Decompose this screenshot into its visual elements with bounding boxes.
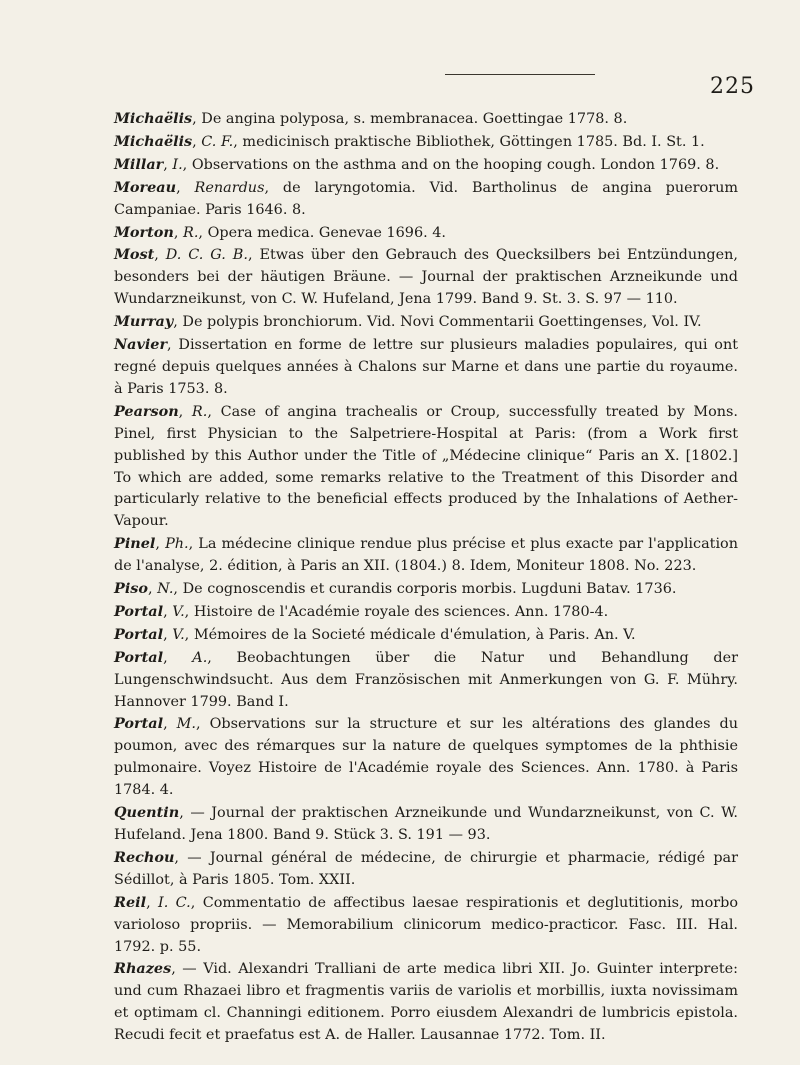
entry-text: de laryngotomia. Vid. Bartholinus de angina puerorum Campaniae. Paris 1646. 8. <box>114 179 739 218</box>
entry-text: Mémoires de la Societé médicale d'émulation, à Paris. An. V. <box>193 626 636 643</box>
author-initials: V. <box>172 603 185 620</box>
bibliography-entry: Piso, N., De cognoscendis et curandis corporis morbis. Lugduni Batav. 1736. <box>114 580 677 598</box>
bibliography-entries <box>114 108 738 1047</box>
entry-text: De angina polyposa, s. membranacea. Goettingae 1778. 8. <box>201 111 628 127</box>
bibliography-entry: Portal, A., Beobachtungen über die Natur und Behandlung der Lungenschwindsucht. Aus dem Französischen mit Anmerkungen von G. F. Mühry. Hannover 1799. Band I. <box>114 648 739 710</box>
bibliography-entry: Reil, I. C., Commentatio de affectibus laesae respirationis et deglutitionis, morbo varioloso propriis. — Memorabilium clinicorum medico-practicor. Fasc. III. Hal. 1792. p. 55. <box>114 893 738 955</box>
author-initials: Ph. <box>165 536 189 553</box>
bibliography-entry: Rhazes, — Vid. Alexandri Tralliani de arte medica libri XII. Jo. Guinter interprete: und cum Rhazaei libro et fragmentis variis de variolis et morbillis, iuxta novissimam et optimam cl. Channingi editionem. Porro eiusdem Alexandri de lumbricis epistola. Recudi fecit et praefatus est A. de Haller. Lausannae 1772. Tom. II. <box>114 960 739 1044</box>
author-initials: M. <box>176 716 196 733</box>
entry-text: De polypis bronchiorum. Vid. Novi Commentarii Goettingenses, Vol. IV. <box>182 314 702 331</box>
bibliography-entry: Pearson, R., Case of angina trachealis or Croup, successfully treated by Mons. Pinel, first Physician to the Salpetriere-Hospital at Paris: (from a Work first published by this Author under the Title of „Médecine clinique“ Paris an X. [1802.] To which are added, some remarks relative to the Treatment of this Disorder and particularly relative to the beneficial effects produced by the Inhalations of Aether-Vapour. <box>114 402 739 530</box>
author-surname: Pinel <box>114 535 156 553</box>
author-surname: Moreau <box>114 178 177 196</box>
author-surname: Navier <box>114 336 168 354</box>
bibliography-entry: Michaëlis, De angina polyposa, s. membranacea. Goettingae 1778. 8. <box>114 110 628 127</box>
author-initials: A. <box>192 649 208 666</box>
bibliography-entry: Moreau, Renardus, de laryngotomia. Vid. Bartholinus de angina puerorum Campaniae. Paris 1646. 8. <box>114 178 739 218</box>
entry-text: Beobachtungen über die Natur und Behandlung der Lungenschwindsucht. Aus dem Französischen mit Anmerkungen von G. F. Mühry. Hannover 1799. Band I. <box>114 649 739 710</box>
author-initials: C. F. <box>201 133 234 150</box>
author-surname: Michaëlis <box>114 110 193 127</box>
entry-text: La médecine clinique rendue plus précise et plus exacte par l'application de l'analyse, 2. édition, à Paris an XII. (1804.) 8. Idem, Moniteur 1808. No. 223. <box>114 536 738 575</box>
author-surname: Rhazes <box>114 960 172 978</box>
entry-text: Observations on the asthma and on the hooping cough. London 1769. 8. <box>191 156 720 173</box>
entry-text: — Journal général de médecine, de chirurgie et pharmacie, rédigé par Sédillot, à Paris 1805. Tom. XXII. <box>114 849 738 888</box>
entry-text: Histoire de l'Académie royale des sciences. Ann. 1780-4. <box>193 603 609 620</box>
bibliography-entry: Portal, V., Mémoires de la Societé médicale d'émulation, à Paris. An. V. <box>114 625 636 643</box>
bibliography-entry: Michaëlis, C. F., medicinisch praktische Bibliothek, Göttingen 1785. Bd. I. St. 1. <box>114 132 705 150</box>
bibliography-entry: Murray, De polypis bronchiorum. Vid. Novi Commentarii Goettingenses, Vol. IV. <box>114 313 702 331</box>
entry-text: — Vid. Alexandri Tralliani de arte medica libri XII. Jo. Guinter interprete: und cum Rhazaei libro et fragmentis variis de variolis et morbillis, iuxta novissimam et optimam cl. Channingi editionem. Porro eiusdem Alexandri de lumbricis epistola. Recudi fecit et praefatus est A. de Haller. Lausannae 1772. Tom. II. <box>114 961 739 1044</box>
author-initials: I. C. <box>158 894 191 911</box>
bibliography-entry: Most, D. C. G. B., Etwas über den Gebrauch des Quecksilbers bei Entzündungen, besonders bei der häutigen Bräune. — Journal der praktischen Arzneikunde und Wundarzneikunst, von C. W. Hufeland, Jena 1799. Band 9. St. 3. S. 97 — 110. <box>114 246 738 308</box>
author-surname: Morton <box>114 223 174 241</box>
entry-text: — Journal der praktischen Arzneikunde und Wundarzneikunst, von C. W. Hufeland. Jena 1800. Band 9. Stück 3. S. 191 — 93. <box>114 805 738 843</box>
entry-text: De cognoscendis et curandis corporis morbis. Lugduni Batav. 1736. <box>182 581 677 598</box>
page-number: 225 <box>710 74 755 99</box>
author-surname: Murray <box>114 313 174 331</box>
entry-text: Observations sur la structure et sur les altérations des glandes du poumon, avec des rémarques sur la nature de quelques symptomes de la phthisie pulmonaire. Voyez Histoire de l'Académie royale des Sciences. Ann. 1780. à Paris 1784. 4. <box>114 716 738 799</box>
author-initials: R. <box>182 224 199 241</box>
top-rule <box>445 74 595 75</box>
bibliography-entry: Navier, Dissertation en forme de lettre sur plusieurs maladies populaires, qui ont regné depuis quelques années à Chalons sur Marne et dans une partie du royaume. à Paris 1753. 8. <box>114 336 739 397</box>
entry-text: Case of angina trachealis or Croup, successfully treated by Mons. Pinel, first Physician to the Salpetriere-Hospital at Paris: (from a Work first published by this Author under the Title of „Médecine clinique“ Paris an X. [1802.] To which are added, some remarks relative to the Treatment of this Disorder and particularly relative to the beneficial effects produced by the Inhalations of Aether-Vapour. <box>114 403 739 530</box>
author-initials: N. <box>157 581 174 598</box>
entry-text: medicinisch praktische Bibliothek, Göttingen 1785. Bd. I. St. 1. <box>242 133 705 150</box>
bibliography-entry: Millar, I., Observations on the asthma and on the hooping cough. London 1769. 8. <box>114 155 720 173</box>
author-surname: Pearson <box>114 402 179 420</box>
author-surname: Rechou <box>114 848 175 866</box>
author-initials: D. C. G. B. <box>165 247 248 264</box>
entry-text: Commentatio de affectibus laesae respirationis et deglutitionis, morbo varioloso propriis. — Memorabilium clinicorum medico-practicor. Fasc. III. Hal. 1792. p. 55. <box>114 894 738 955</box>
author-surname: Portal <box>114 715 164 733</box>
author-surname: Most <box>114 246 155 264</box>
bibliography-entry: Pinel, Ph., La médecine clinique rendue plus précise et plus exacte par l'application de l'analyse, 2. édition, à Paris an XII. (1804.) 8. Idem, Moniteur 1808. No. 223. <box>114 535 738 575</box>
author-surname: Portal <box>114 625 164 643</box>
author-surname: Quentin <box>114 804 180 822</box>
author-initials: Renardus <box>194 179 265 196</box>
bibliography-entry: Rechou, — Journal général de médecine, de chirurgie et pharmacie, rédigé par Sédillot, à Paris 1805. Tom. XXII. <box>114 848 738 888</box>
author-surname: Reil <box>114 893 147 911</box>
bibliography-entry: Morton, R., Opera medica. Genevae 1696. 4. <box>114 223 446 241</box>
bibliography-entry: Quentin, — Journal der praktischen Arzneikunde und Wundarzneikunst, von C. W. Hufeland. Jena 1800. Band 9. Stück 3. S. 191 — 93. <box>114 804 738 843</box>
author-surname: Portal <box>114 602 164 620</box>
entry-text: Dissertation en forme de lettre sur plusieurs maladies populaires, qui ont regné depuis quelques années à Chalons sur Marne et dans une partie du royaume. à Paris 1753. 8. <box>114 337 739 397</box>
author-initials: I. <box>172 156 183 173</box>
author-surname: Michaëlis <box>114 132 193 150</box>
entry-text: Etwas über den Gebrauch des Quecksilbers bei Entzündungen, besonders bei der häutigen Bräune. — Journal der praktischen Arzneikunde und Wundarzneikunst, von C. W. Hufeland, Jena 1799. Band 9. St. 3. S. 97 — 110. <box>114 247 738 308</box>
author-initials: V. <box>172 626 185 643</box>
bibliography-entry: Portal, V., Histoire de l'Académie royale des sciences. Ann. 1780-4. <box>114 602 609 620</box>
bibliography-entry: Portal, M., Observations sur la structure et sur les altérations des glandes du poumon, avec des rémarques sur la nature de quelques symptomes de la phthisie pulmonaire. Voyez Histoire de l'Académie royale des Sciences. Ann. 1780. à Paris 1784. 4. <box>114 715 738 799</box>
author-surname: Millar <box>114 155 164 173</box>
author-surname: Piso <box>114 580 148 598</box>
author-surname: Portal <box>114 648 164 666</box>
author-initials: R. <box>191 403 208 420</box>
entry-text: Opera medica. Genevae 1696. 4. <box>207 224 446 241</box>
